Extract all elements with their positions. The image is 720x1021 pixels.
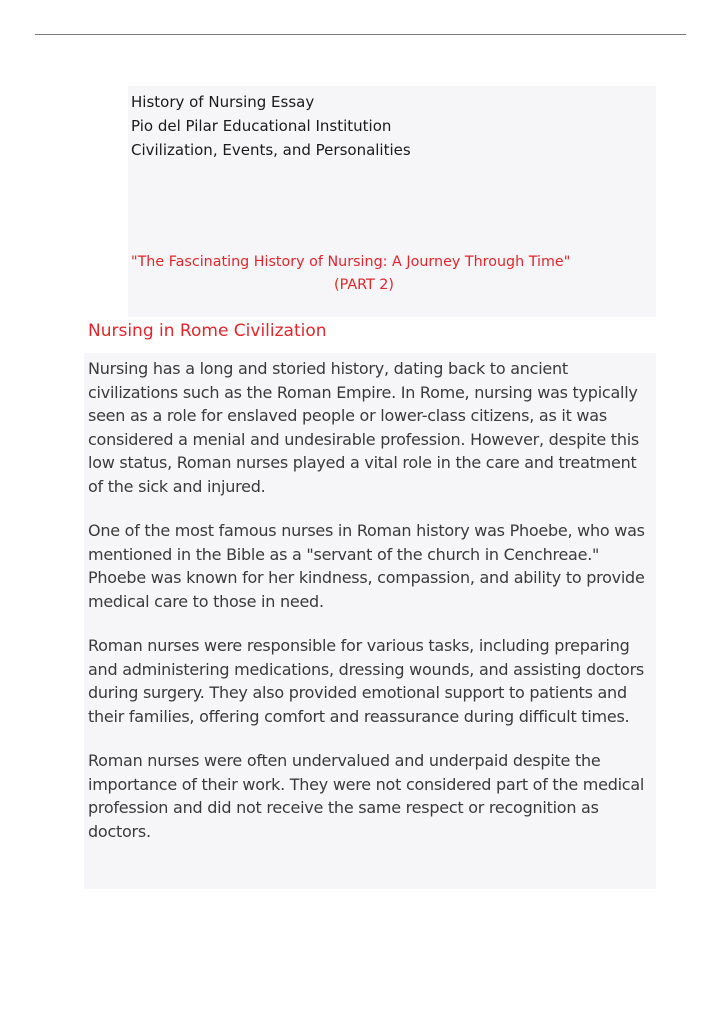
paragraph-2: One of the most famous nurses in Roman history was Phoebe, who was mentioned in the Bible as a "servant of the church in Cenchreae." Phoebe was known for her kindness, compassion, and ability to provide medical care to those in need. [88, 521, 645, 611]
top-divider [35, 34, 686, 35]
body-text [88, 357, 654, 864]
essay-title-part: (PART 2) [334, 277, 394, 293]
header-line-institution: Pio del Pilar Educational Institution [131, 117, 392, 135]
header-line-subject: Civilization, Events, and Personalities [131, 141, 411, 159]
essay-title [131, 251, 597, 297]
essay-title-main: "The Fascinating History of Nursing: A Journey Through Time" [131, 254, 571, 270]
document-header [128, 86, 656, 317]
section-heading: Nursing in Rome Civilization [88, 321, 327, 341]
paragraph-1: Nursing has a long and storied history, dating back to ancient civilizations such as the Roman Empire. In Rome, nursing was typically seen as a role for enslaved people or lower-class citizens, as it was considered a menial and undesirable profession. However, despite this low status, Roman nurses played a vital role in the care and treatment of the sick and injured. [88, 359, 639, 496]
paragraph-3: Roman nurses were responsible for various tasks, including preparing and administering medications, dressing wounds, and assisting doctors during surgery. They also provided emotional support to patients and their families, offering comfort and reassurance during difficult times. [88, 636, 644, 726]
paragraph-4: Roman nurses were often undervalued and underpaid despite the importance of their work. They were not considered part of the medical profession and did not receive the same respect or recognition as doctors. [88, 751, 645, 841]
section-body [84, 353, 656, 889]
header-line-essay-type: History of Nursing Essay [131, 93, 315, 111]
header-info [131, 90, 411, 162]
